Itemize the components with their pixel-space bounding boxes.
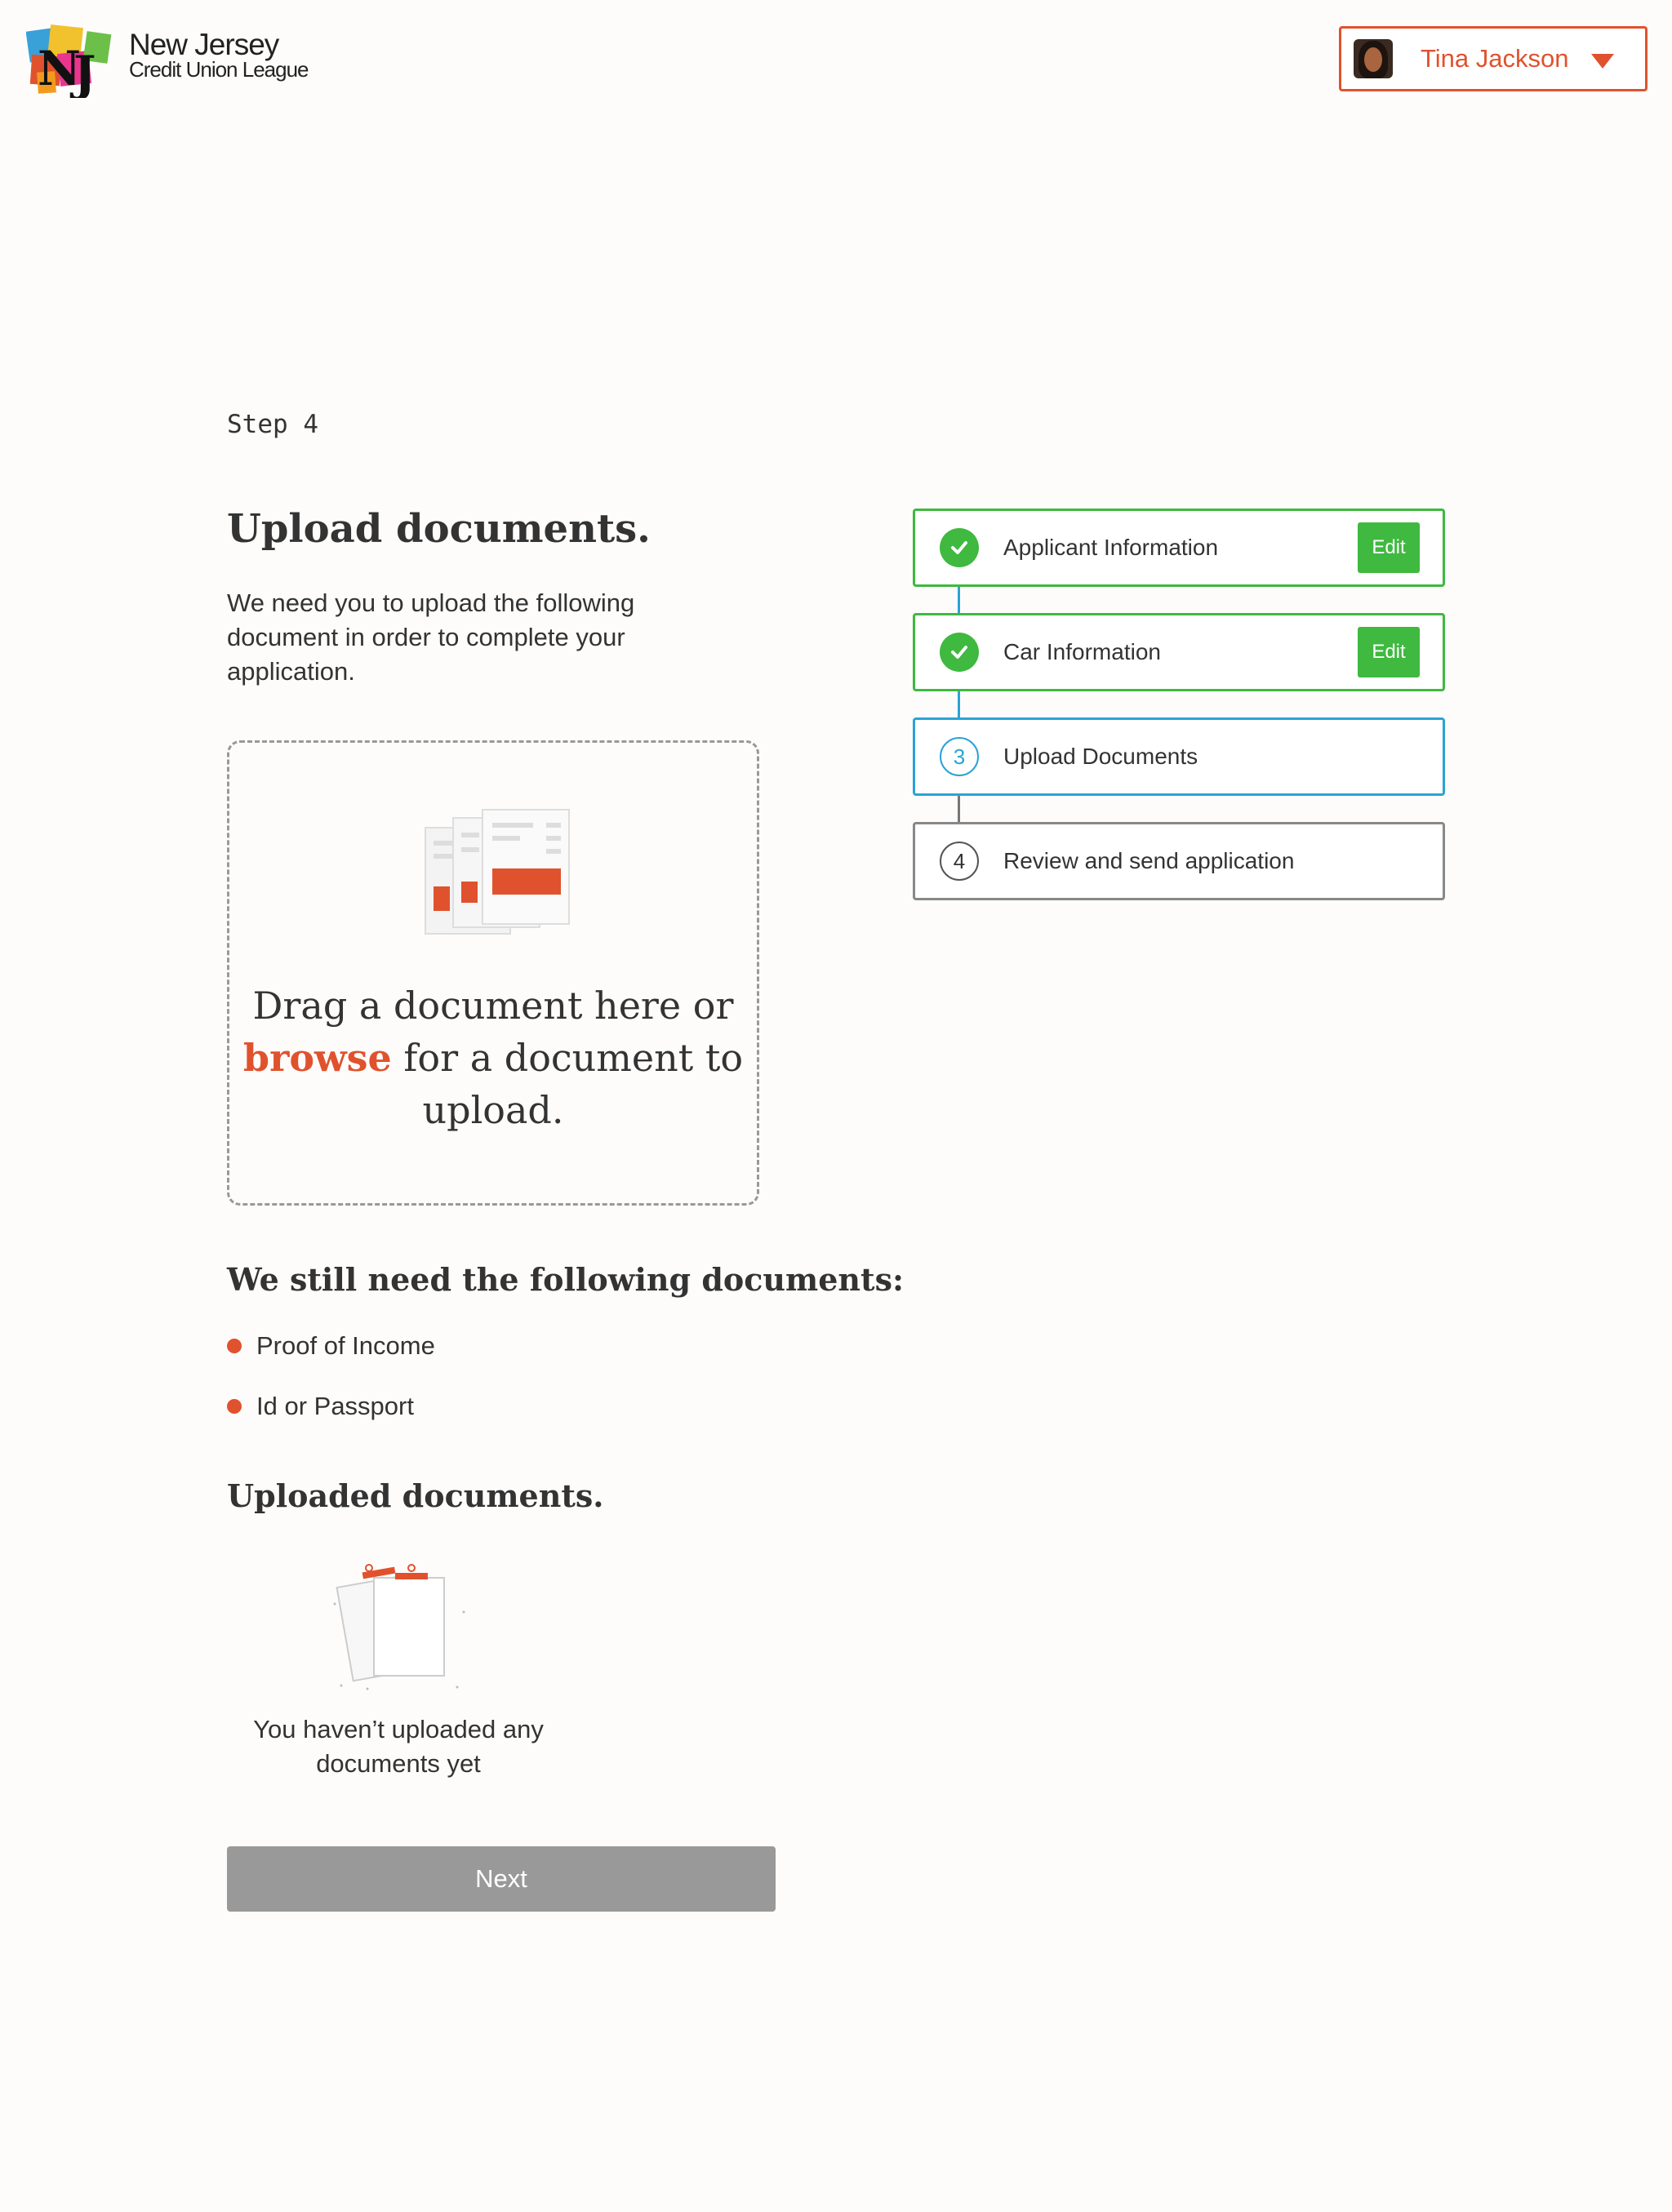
step-number-badge: 3 <box>940 737 979 776</box>
next-button[interactable]: Next <box>227 1846 776 1912</box>
svg-text:J: J <box>73 46 96 98</box>
dropzone-text-after: for a document to upload. <box>391 1036 744 1132</box>
logo-title: New Jersey <box>129 28 279 61</box>
step-car-information <box>913 613 1445 691</box>
bullet-icon <box>227 1339 242 1353</box>
page-title: Upload documents. <box>227 506 651 552</box>
needed-documents-title: We still need the following documents: <box>227 1261 904 1298</box>
step-number-badge: 4 <box>940 842 979 881</box>
step-applicant-information <box>913 509 1445 587</box>
check-circle-icon <box>940 633 979 672</box>
chevron-down-icon <box>1591 54 1614 69</box>
needed-documents-list <box>227 1329 435 1450</box>
step-connector <box>958 587 960 615</box>
empty-documents-icon <box>327 1555 474 1694</box>
nj-logo-mark-icon <box>26 24 124 98</box>
uploaded-documents-title: Uploaded documents. <box>227 1477 604 1514</box>
step-label: Review and send application <box>1003 848 1295 873</box>
list-item <box>227 1389 435 1424</box>
logo-subtitle: Credit Union League <box>129 57 309 82</box>
dropzone-text <box>229 979 757 1136</box>
step-label: Car Information <box>1003 639 1161 664</box>
nj-credit-union-logo[interactable] <box>26 24 309 98</box>
svg-text:N: N <box>38 41 82 96</box>
check-circle-icon <box>940 528 979 567</box>
page-description: We need you to upload the following document in order to complete your application. <box>227 589 635 686</box>
document-dropzone[interactable] <box>227 740 759 1206</box>
step-review-and-send <box>913 822 1445 900</box>
user-menu-dropdown[interactable] <box>1339 26 1648 91</box>
dropzone-text-before: Drag a document here or <box>252 984 734 1028</box>
step-connector <box>958 691 960 719</box>
step-label: Applicant Information <box>1003 535 1219 560</box>
user-name: Tina Jackson <box>1421 44 1569 73</box>
edit-car-button[interactable]: Edit <box>1358 627 1420 677</box>
avatar <box>1354 39 1393 78</box>
needed-document-label: Id or Passport <box>256 1392 414 1420</box>
edit-applicant-button[interactable]: Edit <box>1358 522 1420 573</box>
browse-link[interactable]: browse <box>242 1036 392 1080</box>
step-label: Upload Documents <box>1003 744 1198 769</box>
bullet-icon <box>227 1399 242 1414</box>
needed-document-label: Proof of Income <box>256 1331 435 1360</box>
list-item <box>227 1329 435 1363</box>
step-connector <box>958 796 960 824</box>
step-upload-documents <box>913 717 1445 796</box>
step-label: Step 4 <box>227 410 318 439</box>
documents-icon <box>424 808 571 939</box>
no-uploads-message: You haven’t uploaded any documents yet <box>253 1715 544 1778</box>
